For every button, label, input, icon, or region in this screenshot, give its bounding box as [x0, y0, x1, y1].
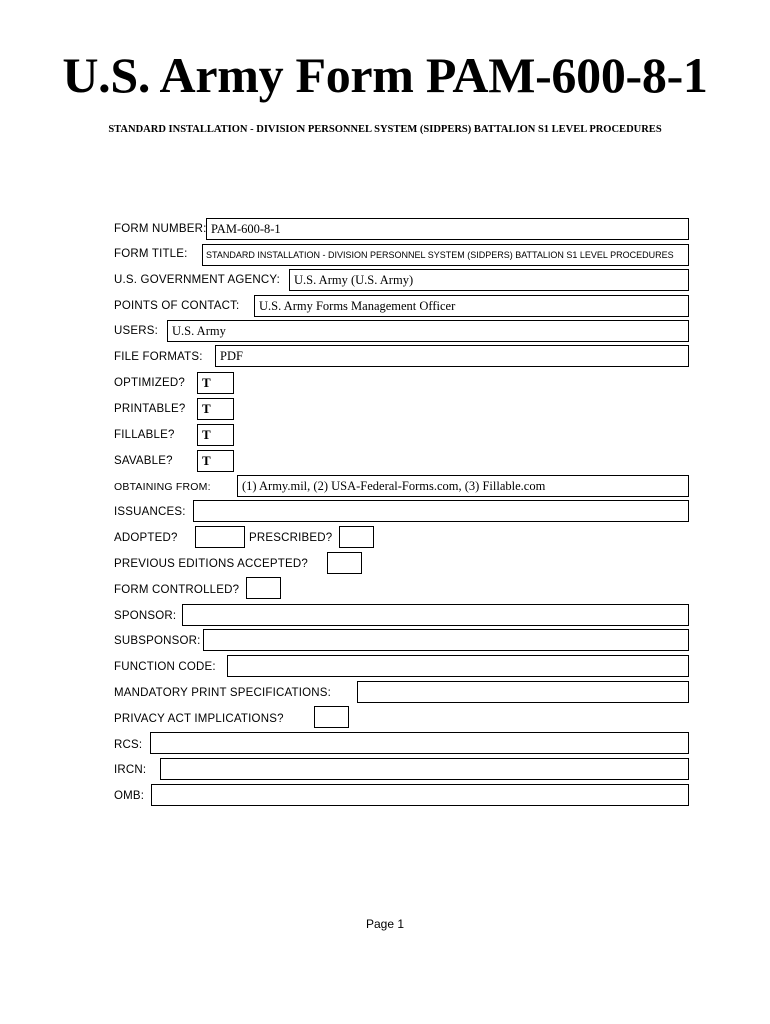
adopted-label: ADOPTED? [114, 532, 178, 544]
rcs-label: RCS: [114, 739, 143, 751]
form-title-heading: U.S. Army Form PAM-600-8-1 [62, 47, 708, 103]
page-number: Page 1 [365, 917, 405, 931]
ircn-label: IRCN: [114, 764, 147, 776]
optimized-label: OPTIMIZED? [114, 377, 186, 389]
adopted-field[interactable] [195, 526, 245, 548]
subsponsor-field[interactable] [203, 629, 689, 651]
form-controlled-label: FORM CONTROLLED? [114, 584, 240, 596]
privacy-act-field[interactable] [314, 706, 349, 728]
file-formats-label: FILE FORMATS: [114, 351, 203, 363]
sponsor-field[interactable] [182, 604, 689, 626]
printable-field[interactable]: T [197, 398, 234, 420]
sponsor-label: SPONSOR: [114, 610, 177, 622]
function-code-label: FUNCTION CODE: [114, 661, 216, 673]
savable-label: SAVABLE? [114, 455, 173, 467]
issuances-field[interactable] [193, 500, 689, 522]
omb-field[interactable] [151, 784, 689, 806]
obtaining-from-field[interactable]: (1) Army.mil, (2) USA-Federal-Forms.com, (3) Fillable.com [237, 475, 689, 497]
form-subtitle: STANDARD INSTALLATION - DIVISION PERSONNEL SYSTEM (SIDPERS) BATTALION S1 LEVEL PROCEDURES [108, 124, 662, 135]
function-code-field[interactable] [227, 655, 689, 677]
printable-label: PRINTABLE? [114, 403, 186, 415]
prescribed-field[interactable] [339, 526, 374, 548]
form-number-label: FORM NUMBER: [114, 223, 207, 235]
optimized-field[interactable]: T [197, 372, 234, 394]
issuances-label: ISSUANCES: [114, 506, 186, 518]
form-title-label: FORM TITLE: [114, 248, 188, 260]
subsponsor-label: SUBSPONSOR: [114, 635, 201, 647]
omb-label: OMB: [114, 790, 145, 802]
mandatory-print-label: MANDATORY PRINT SPECIFICATIONS: [114, 687, 332, 699]
file-formats-field[interactable]: PDF [215, 345, 689, 367]
fillable-label: FILLABLE? [114, 429, 175, 441]
obtaining-from-label: OBTAINING FROM: [114, 481, 211, 493]
form-number-field[interactable]: PAM-600-8-1 [206, 218, 689, 240]
rcs-field[interactable] [150, 732, 689, 754]
mandatory-print-field[interactable] [357, 681, 689, 703]
form-controlled-field[interactable] [246, 577, 281, 599]
agency-label: U.S. GOVERNMENT AGENCY: [114, 274, 281, 286]
users-label: USERS: [114, 325, 159, 337]
agency-field[interactable]: U.S. Army (U.S. Army) [289, 269, 689, 291]
privacy-act-label: PRIVACY ACT IMPLICATIONS? [114, 713, 284, 725]
prescribed-label: PRESCRIBED? [249, 532, 333, 544]
users-field[interactable]: U.S. Army [167, 320, 689, 342]
ircn-field[interactable] [160, 758, 689, 780]
contact-field[interactable]: U.S. Army Forms Management Officer [254, 295, 689, 317]
contact-label: POINTS OF CONTACT: [114, 300, 240, 312]
previous-editions-label: PREVIOUS EDITIONS ACCEPTED? [114, 558, 308, 570]
fillable-field[interactable]: T [197, 424, 234, 446]
previous-editions-field[interactable] [327, 552, 362, 574]
form-title-field[interactable]: STANDARD INSTALLATION - DIVISION PERSONNEL SYSTEM (SIDPERS) BATTALION S1 LEVEL PROCEDURES [202, 244, 689, 266]
savable-field[interactable]: T [197, 450, 234, 472]
